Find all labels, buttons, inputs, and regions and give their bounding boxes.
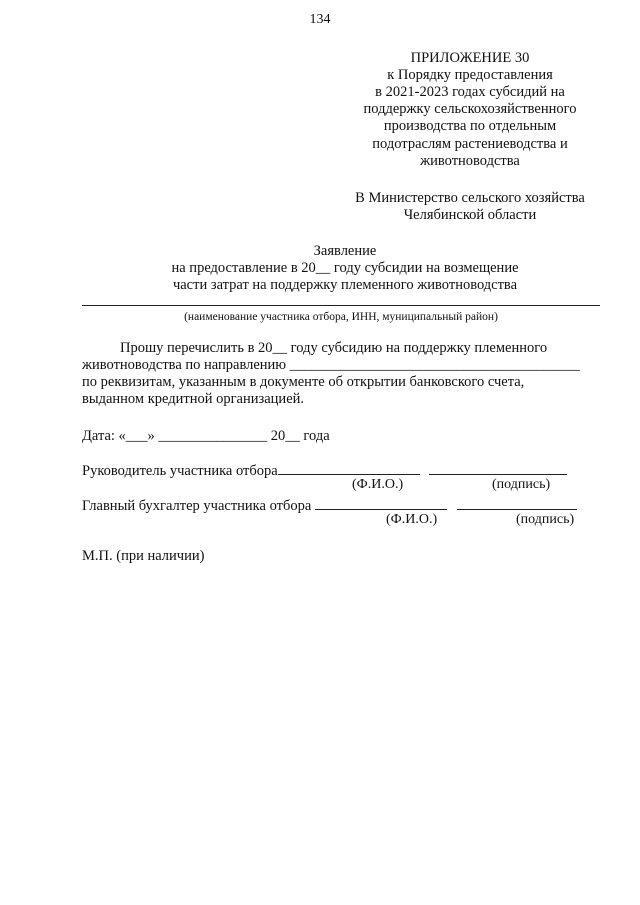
title-line: части затрат на поддержку племенного животноводства	[172, 277, 518, 294]
appendix-line: производства по отдельным	[383, 118, 557, 135]
appendix-line: к Порядку предоставления	[387, 67, 553, 84]
paragraph-line: животноводства по направлению ________________________________________	[82, 357, 580, 374]
appendix-line: ПРИЛОЖЕНИЕ 30	[410, 50, 530, 66]
title-line: Заявление	[313, 243, 377, 259]
accountant-fio-caption: (Ф.И.О.)	[386, 512, 438, 527]
request-paragraph	[82, 340, 600, 408]
head-fio-caption: (Ф.И.О.)	[352, 477, 404, 492]
document-title	[120, 243, 570, 294]
head-fio-field[interactable]	[278, 462, 420, 475]
accountant-signature-row	[82, 497, 577, 515]
accountant-sign-field[interactable]	[457, 497, 577, 510]
appendix-line: животноводства	[420, 152, 520, 169]
addressee	[335, 190, 605, 224]
paragraph-line: выданном кредитной организацией.	[82, 391, 305, 408]
head-label: Руководитель участника отбора	[82, 463, 278, 479]
paragraph-line: Прошу перечислить в 20__ году субсидию на поддержку племенного	[120, 340, 548, 356]
head-sign-caption: (подпись)	[492, 477, 551, 492]
appendix-line: подотраслям растениеводства и	[372, 135, 568, 152]
title-line: на предоставление в 20__ году субсидии на возмещение	[171, 260, 519, 277]
stamp-note: М.П. (при наличии)	[82, 548, 205, 564]
appendix-line: в 2021-2023 годах субсидий на	[375, 84, 565, 101]
applicant-name-field[interactable]	[82, 305, 600, 306]
date-line: Дата: «___» _______________ 20__ года	[82, 428, 330, 444]
applicant-caption: (наименование участника отбора, ИНН, муниципальный район)	[184, 311, 498, 323]
addressee-line: В Министерство сельского хозяйства	[355, 190, 585, 206]
accountant-fio-field[interactable]	[315, 497, 447, 510]
appendix-header	[340, 50, 600, 170]
head-sign-field[interactable]	[429, 462, 567, 475]
page-number: 134	[309, 12, 331, 27]
accountant-label: Главный бухгалтер участника отбора	[82, 498, 312, 514]
accountant-sign-caption: (подпись)	[516, 512, 575, 527]
appendix-line: поддержку сельскохозяйственного	[363, 101, 577, 118]
addressee-line: Челябинской области	[403, 207, 537, 224]
paragraph-line: по реквизитам, указанным в документе об открытии банковского счета,	[82, 374, 525, 391]
